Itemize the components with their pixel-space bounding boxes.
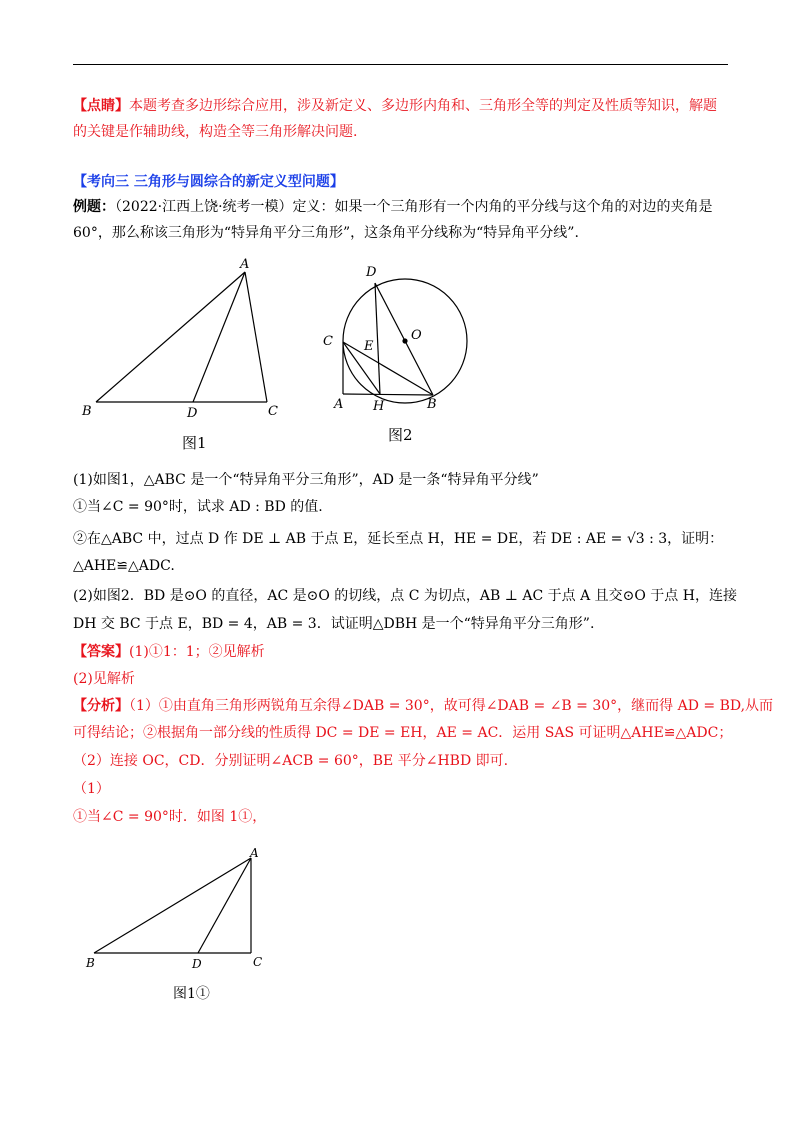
fig2-label-C: C — [323, 334, 333, 349]
question-1a: ①当∠C = 90°时，试求 AD : BD 的值. — [73, 499, 323, 515]
example-line-1: 例题：（2022·江西上饶·统考一模）定义：如果一个三角形有一个内角的平分线与这个角的对边的夹角是 — [73, 199, 713, 215]
fig2-label-H: H — [373, 399, 385, 414]
fig3-label-B: B — [86, 956, 95, 970]
analysis-line-2: 可得结论；②根据角一部分线的性质得 DC = DE = EH，AE = AC．运用 SAS 可证明△AHE≌△ADC； — [73, 725, 733, 741]
solution-line-1: ①当∠C = 90°时．如图 1①， — [73, 809, 267, 825]
fig3-label-A: A — [250, 846, 259, 860]
fig2-label-D: D — [366, 265, 377, 280]
answer-line-2: (2)见解析 — [73, 671, 135, 687]
fig3-label-D: D — [192, 957, 202, 971]
fig2-label-O: O — [411, 328, 422, 343]
analysis-line-3: （2）连接 OC，CD．分别证明∠ACB = 60°，BE 平分∠HBD 即可. — [73, 753, 509, 769]
question-1: (1)如图1，△ABC 是一个“特异角平分三角形”，AD 是一条“特异角平分线” — [73, 472, 539, 488]
analysis-line-1: 【分析】（1）①由直角三角形两锐角互余得∠DAB = 30°，故可得∠DAB = ∠B = 30°，继而得 AD = BD,从而 — [73, 698, 774, 714]
answer-line-1: 【答案】(1)①1：1；②见解析 — [73, 644, 265, 660]
fig2-label-E: E — [364, 339, 374, 354]
example-label: 例题： — [73, 199, 115, 215]
figure-3 — [80, 842, 280, 1011]
question-2: (2)如图2．BD 是⊙O 的直径，AC 是⊙O 的切线，点 C 为切点，AB ⊥ AC 于点 A 且交⊙O 于点 H，连接 — [73, 588, 737, 604]
example-line-2: 60°，那么称该三角形为“特异角平分三角形”，这条角平分线称为“特异角平分线”. — [73, 225, 579, 241]
dianjing-tag: 【点睛】 — [73, 98, 129, 114]
fig1-label-A: A — [240, 257, 250, 272]
dianjing-line-2: 的关键是作辅助线，构造全等三角形解决问题. — [73, 124, 358, 140]
answer-tag: 【答案】 — [73, 644, 129, 660]
fig2-caption: 图2 — [388, 426, 413, 444]
section-title: 【考向三 三角形与圆综合的新定义型问题】 — [73, 174, 344, 190]
fig1-label-D: D — [187, 406, 198, 421]
header-rule — [73, 64, 728, 65]
fig3-caption: 图1① — [173, 986, 210, 1002]
fig1-label-C: C — [268, 404, 278, 419]
question-1b-cont: △AHE≌△ADC. — [73, 558, 175, 574]
dianjing-line-1: 【点睛】本题考查多边形综合应用，涉及新定义、多边形内角和、三角形全等的判定及性质等知识，解题 — [73, 98, 717, 114]
fig2-label-B: B — [427, 397, 437, 412]
question-1b: ②在△ABC 中，过点 D 作 DE ⊥ AB 于点 E，延长至点 H，HE = DE，若 DE : AE = √3 : 3，证明： — [73, 531, 724, 547]
fig2-label-A: A — [334, 397, 344, 412]
fig3-label-C: C — [253, 955, 263, 969]
solution-part: （1） — [73, 781, 110, 797]
question-2-cont: DH 交 BC 于点 E，BD = 4，AB = 3．试证明△DBH 是一个“特异角平分三角形”. — [73, 616, 595, 632]
fig1-label-B: B — [82, 404, 92, 419]
figure-1 — [70, 252, 300, 466]
figure-2 — [318, 258, 488, 452]
analysis-tag: 【分析】 — [73, 698, 129, 714]
fig1-caption: 图1 — [182, 434, 207, 452]
